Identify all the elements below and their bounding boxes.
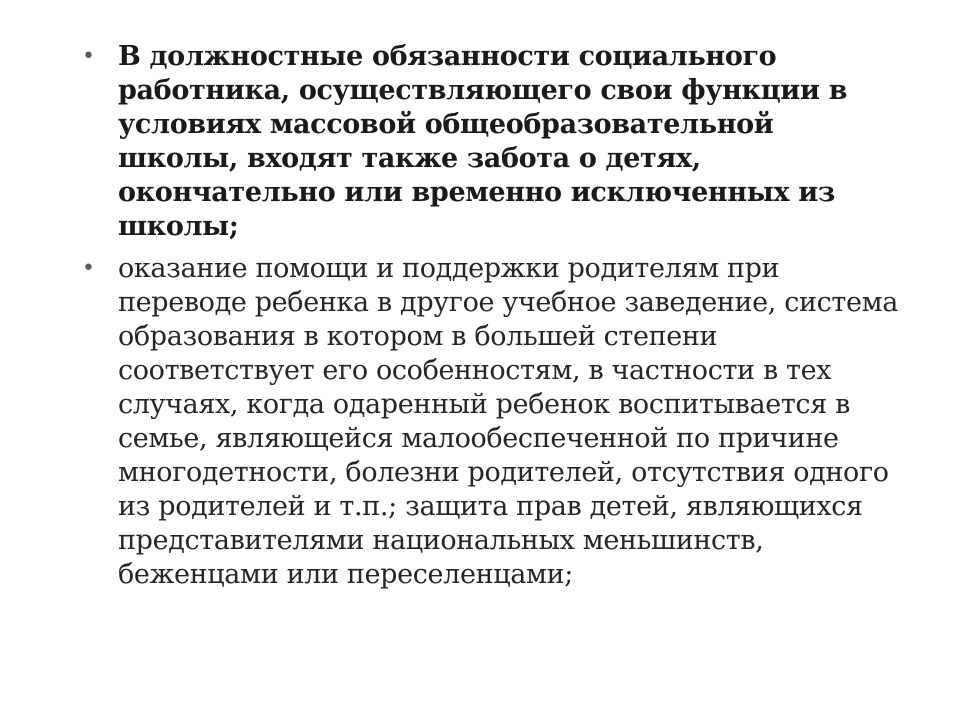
bullet-list (80, 40, 900, 592)
bullet-text-duties: В должностные обязанности социального работника, осуществляющего свои функции в условиях массовой общеобразовательной школы, входят также забота о детях, окончательно или временно исключенных из школы; (118, 41, 848, 242)
bullet-text-assistance: оказание помощи и поддержки родителям при переводе ребенка в другое учебное заведение, система образования в котором в большей степени соответствует его особенностям, в частности в тех случаях, когда одаренный ребенок воспитывается в семье, являющейся малообеспеченной по причине многодетности, болезни родителей, отсутствия одного из родителей и т.п.; защита прав детей, являющихся представителями национальных меньшинств, беженцами или переселенцами; (118, 253, 899, 590)
bullet-item-assistance (80, 252, 900, 592)
bullet-dot-icon: • (82, 256, 95, 281)
bullet-item-duties (80, 40, 900, 244)
bullet-dot-icon: • (82, 44, 95, 69)
